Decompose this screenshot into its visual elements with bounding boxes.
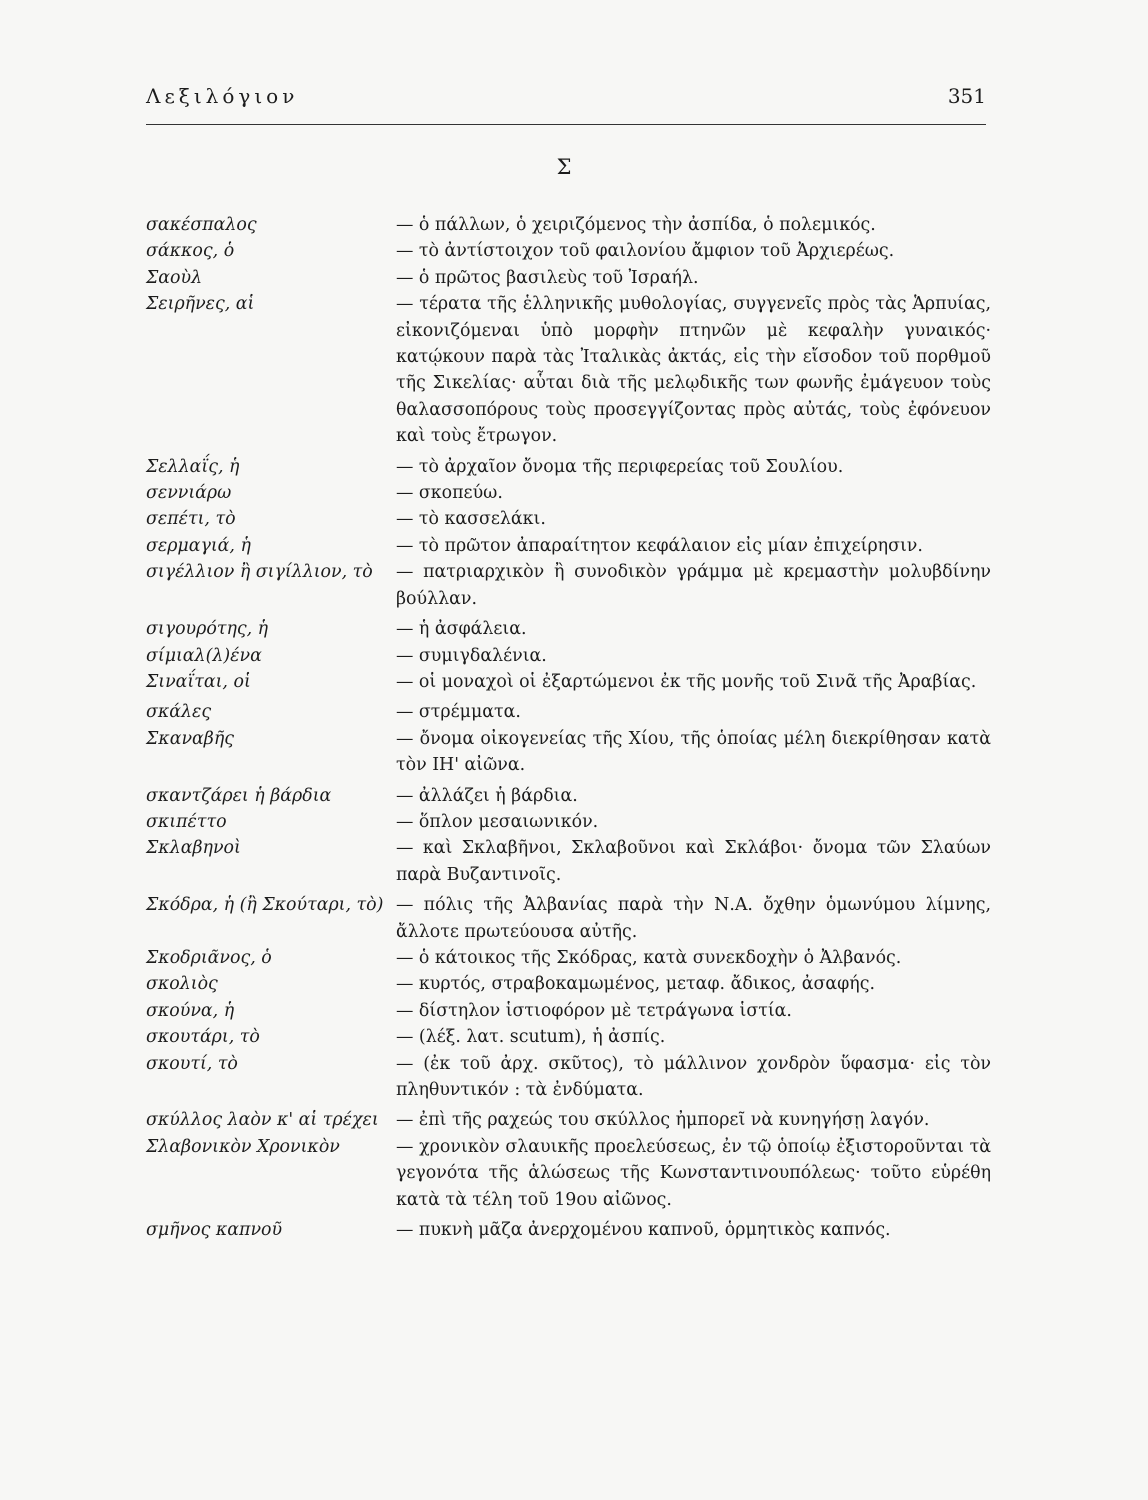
glossary-entry <box>146 809 991 835</box>
page-header <box>146 84 986 125</box>
entry-term: σκολιὸς <box>146 974 218 995</box>
entry-definition: — τὸ ἀρχαῖον ὄνομα τῆς περιφερείας τοῦ Σουλίου. <box>396 456 844 477</box>
glossary-entry <box>146 726 991 779</box>
glossary-entry <box>146 1051 991 1104</box>
entry-definition: — ὁ κάτοικος τῆς Σκόδρας, κατὰ συνεκδοχὴν ὁ Ἀλβανός. <box>396 947 902 968</box>
entry-definition: — τέρατα τῆς ἑλληνικῆς μυθολογίας, συγγενεῖς πρὸς τὰς Ἁρπυίας, εἰκονιζόμεναι ὑπὸ μορφὴν πτηνῶν μὲ κεφαλὴν γυναικός· κατῴκουν παρὰ τὰς Ἰταλικὰς ἀκτάς, εἰς τὴν εἴσοδον τοῦ πορθμοῦ τῆς Σικελίας· αὗται διὰ τῆς μελῳδικῆς των φωνῆς ἐμάγευον τοὺς θαλασσοπόρους τοὺς προσεγγίζοντας πρὸς αὐτάς, τοὺς ἐφόνευον καὶ τοὺς ἔτρωγον. <box>396 294 991 447</box>
glossary-entry <box>146 971 991 997</box>
glossary-entry <box>146 559 991 612</box>
entry-term: σκάλες <box>146 702 212 723</box>
glossary-entry <box>146 291 991 449</box>
entry-definition: — δίστηλον ἱστιοφόρον μὲ τετράγωνα ἱστία. <box>396 1000 792 1021</box>
entry-definition: — ἐπὶ τῆς ραχεώς του σκύλλος ἠμπορεῖ νὰ κυνηγήσῃ λαγόν. <box>396 1110 930 1131</box>
glossary-entry <box>146 212 991 238</box>
entry-term: σίμιαλ(λ)ένα <box>146 645 262 666</box>
entry-term: σερμαγιά, ἡ <box>146 535 251 556</box>
entry-definition: — ἀλλάζει ἡ βάρδια. <box>396 785 578 806</box>
entry-definition: — πυκνὴ μᾶζα ἀνερχομένου καπνοῦ, ὁρμητικὸς καπνός. <box>396 1220 891 1241</box>
glossary-entry <box>146 892 991 945</box>
entry-definition: — ὁ πάλλων, ὁ χειριζόμενος τὴν ἀσπίδα, ὁ πολεμικός. <box>396 215 876 235</box>
entry-term: Σαοὺλ <box>146 267 203 288</box>
glossary-entry <box>146 506 991 532</box>
glossary-entry <box>146 238 991 264</box>
glossary-entry <box>146 998 991 1024</box>
entry-definition: — τὸ ἀντίστοιχον τοῦ φαιλονίου ἄμφιον τοῦ Ἀρχιερέως. <box>396 241 895 262</box>
entry-definition: — συμιγδαλένια. <box>396 645 547 666</box>
entry-term: σάκκος, ὁ <box>146 241 235 262</box>
entry-term: σκιπέττο <box>146 811 227 832</box>
entry-definition: — (ἐκ τοῦ ἀρχ. σκῦτος), τὸ μάλλινον χονδρὸν ὕφασμα· εἰς τὸν πληθυντικόν : τὰ ἐνδύματα. <box>396 1053 991 1100</box>
glossary-entry <box>146 480 991 506</box>
section-letter: Σ <box>556 155 572 179</box>
glossary-entry <box>146 699 991 725</box>
entry-term: Σελλαΐς, ἡ <box>146 456 240 477</box>
entry-term: σιγουρότης, ἡ <box>146 619 269 640</box>
entry-definition: — ὁ πρῶτος βασιλεὺς τοῦ Ἰσραήλ. <box>396 267 699 288</box>
entry-definition: — ὅπλον μεσαιωνικόν. <box>396 811 599 832</box>
entry-definition: — ὄνομα οἰκογενείας τῆς Χίου, τῆς ὁποίας μέλη διεκρίθησαν κατὰ τὸν ΙΗ' αἰῶνα. <box>396 728 991 776</box>
entry-term: σκουτί, τὸ <box>146 1053 238 1074</box>
glossary-entry <box>146 1217 991 1243</box>
glossary-entry <box>146 265 991 291</box>
entry-term: σκύλλος λαὸν κ' αἱ τρέχει <box>146 1110 379 1131</box>
entry-term: Σειρῆνες, αἱ <box>146 294 255 315</box>
entry-term: Σκλαβηνοὶ <box>146 838 241 859</box>
entry-term: Σκοδριᾶνος, ὁ <box>146 947 272 968</box>
entry-definition: — καὶ Σκλαβῆνοι, Σκλαβοῦνοι καὶ Σκλάβοι· ὄνομα τῶν Σλαύων παρὰ Βυζαντινοῖς. <box>396 838 991 885</box>
glossary-entry <box>146 783 991 809</box>
glossary-entry <box>146 1024 991 1050</box>
glossary-entry <box>146 945 991 971</box>
entry-term: σακέσπαλος <box>146 215 257 235</box>
glossary-entry <box>146 454 991 480</box>
entry-definition: — πόλις τῆς Ἀλβανίας παρὰ τὴν Ν.Α. ὄχθην ὁμωνύμου λίμνης, ἄλλοτε πρωτεύουσα αὐτῆς. <box>396 895 991 942</box>
entry-definition: — χρονικὸν σλαυικῆς προελεύσεως, ἐν τῷ ὁποίῳ ἐξιστοροῦνται τὰ γεγονότα τῆς ἁλώσεως τῆς Κωνσταντινουπόλεως· τοῦτο εὑρέθη κατὰ τὰ τέλη τοῦ 19ου αἰῶνος. <box>396 1136 991 1210</box>
entry-term: Σιναΐται, οἱ <box>146 671 251 692</box>
glossary-entry <box>146 1134 991 1213</box>
entry-term: σμῆνος καπνοῦ <box>146 1220 283 1241</box>
running-title: Λεξιλόγιον <box>146 84 299 108</box>
glossary-entry <box>146 835 991 888</box>
entry-definition: — ἡ ἀσφάλεια. <box>396 619 527 640</box>
entry-definition: — κυρτός, στραβοκαμωμένος, μεταφ. ἄδικος, ἀσαφής. <box>396 974 875 995</box>
page-number: 351 <box>947 84 986 108</box>
entry-term: σκαντζάρει ἡ βάρδια <box>146 785 332 806</box>
glossary-entry <box>146 1107 991 1133</box>
entry-term: Σκόδρα, ἡ (ἢ Σκούταρι, τὸ) <box>146 895 384 916</box>
entry-definition: — πατριαρχικὸν ἢ συνοδικὸν γράμμα μὲ κρεμαστὴν μολυβδίνην βούλλαν. <box>396 562 991 609</box>
entry-definition: — τὸ πρῶτον ἀπαραίτητον κεφάλαιον εἰς μίαν ἐπιχείρησιν. <box>396 535 923 556</box>
entry-definition: — τὸ κασσελάκι. <box>396 509 546 530</box>
entry-term: σκούνα, ἡ <box>146 1000 235 1021</box>
glossary-entry <box>146 533 991 559</box>
glossary-entry <box>146 669 991 695</box>
entry-definition: — (λέξ. λατ. scutum), ἡ ἀσπίς. <box>396 1027 666 1048</box>
entry-term: Σκαναβῆς <box>146 728 234 749</box>
glossary-entry <box>146 643 991 669</box>
entry-term: Σλαβονικὸν Χρονικὸν <box>146 1136 340 1157</box>
entry-term: σεννιάρω <box>146 483 232 504</box>
entry-term: σεπέτι, τὸ <box>146 509 236 530</box>
entry-term: σκουτάρι, τὸ <box>146 1027 260 1048</box>
glossary-entry <box>146 616 991 642</box>
entry-term: σιγέλλιον ἢ σιγίλλιον, τὸ <box>146 562 373 583</box>
entry-definition: — οἱ μοναχοὶ οἱ ἐξαρτώμενοι ἐκ τῆς μονῆς τοῦ Σινᾶ τῆς Ἀραβίας. <box>396 671 977 692</box>
glossary-list <box>146 212 991 1243</box>
entry-definition: — στρέμματα. <box>396 702 521 723</box>
entry-definition: — σκοπεύω. <box>396 483 503 504</box>
